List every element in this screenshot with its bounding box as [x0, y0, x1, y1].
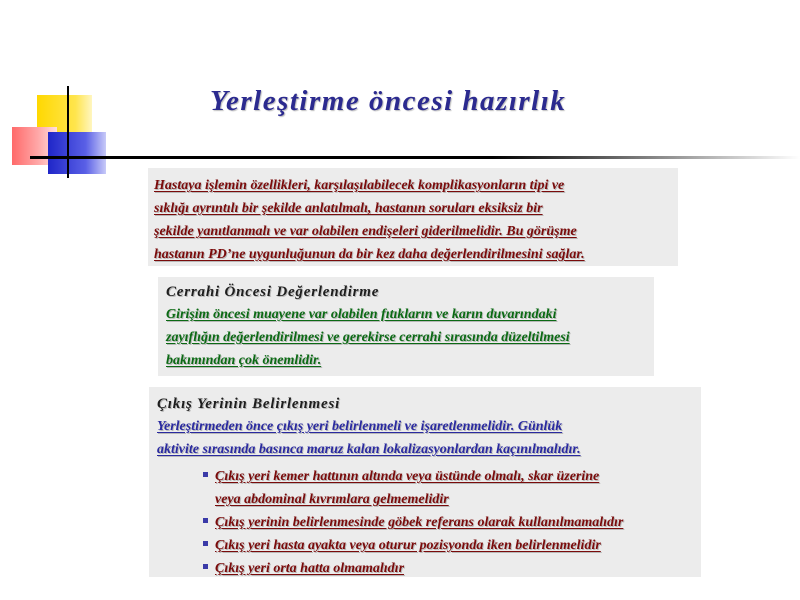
bullet-icon: [203, 564, 208, 569]
bullet-icon: [203, 541, 208, 546]
intro-line: sıklığı ayrıntılı bir şekilde anlatılmalı, hastanın soruları eksiksiz bir: [154, 201, 543, 216]
bullet-text: Çıkış yeri hasta ayakta veya oturur pozisyonda iken belirlenmelidir: [215, 538, 601, 553]
bullet-text: veya abdominal kıvrımlara gelmemelidir: [215, 492, 449, 507]
surgical-heading: Cerrahi Öncesi Değerlendirme: [166, 284, 380, 300]
exit-site-line: Yerleştirmeden önce çıkış yeri belirlenmeli ve işaretlenmelidir. Günlük: [157, 419, 563, 434]
intro-box: [148, 168, 678, 266]
intro-line: Hastaya işlemin özellikleri, karşılaşılabilecek komplikasyonların tipi ve: [154, 178, 565, 193]
bullet-icon: [203, 472, 208, 477]
exit-site-box: [149, 387, 701, 577]
bullet-text: Çıkış yeri kemer hattının altında veya üstünde olmalı, skar üzerine: [215, 469, 600, 484]
surgical-line: bakımından çok önemlidir.: [166, 353, 322, 368]
bullet-text: Çıkış yeri orta hatta olmamalıdır: [215, 561, 405, 576]
decor-square-blue: [48, 132, 106, 174]
list-item: [203, 534, 701, 557]
surgical-line: Girişim öncesi muayene var olabilen fıtıkların ve karın duvarındaki: [166, 307, 557, 322]
intro-line: hastanın PD’ne uygunluğunun da bir kez daha değerlendirilmesini sağlar.: [154, 247, 585, 262]
list-item: [203, 465, 701, 511]
surgical-line: zayıflığın değerlendirilmesi ve gerekirse cerrahi sırasında düzeltilmesi: [166, 330, 570, 345]
list-item: [203, 511, 701, 534]
exit-site-heading: Çıkış Yerinin Belirlenmesi: [157, 396, 341, 412]
surgical-box: [158, 277, 654, 376]
exit-site-bullets: [157, 465, 701, 580]
slide-title: Yerleştirme öncesi hazırlık: [210, 85, 567, 117]
bullet-text: Çıkış yerinin belirlenmesinde göbek referans olarak kullanılmamalıdır: [215, 515, 624, 530]
intro-line: şekilde yanıtlanmalı ve var olabilen endişeleri giderilmelidir. Bu görüşme: [154, 224, 577, 239]
exit-site-line: aktivite sırasında basınca maruz kalan lokalizasyonlardan kaçınılmalıdır.: [157, 442, 581, 457]
bullet-icon: [203, 518, 208, 523]
decor-vertical-line: [67, 86, 69, 178]
title-underline: [30, 156, 800, 159]
list-item: [203, 557, 701, 580]
